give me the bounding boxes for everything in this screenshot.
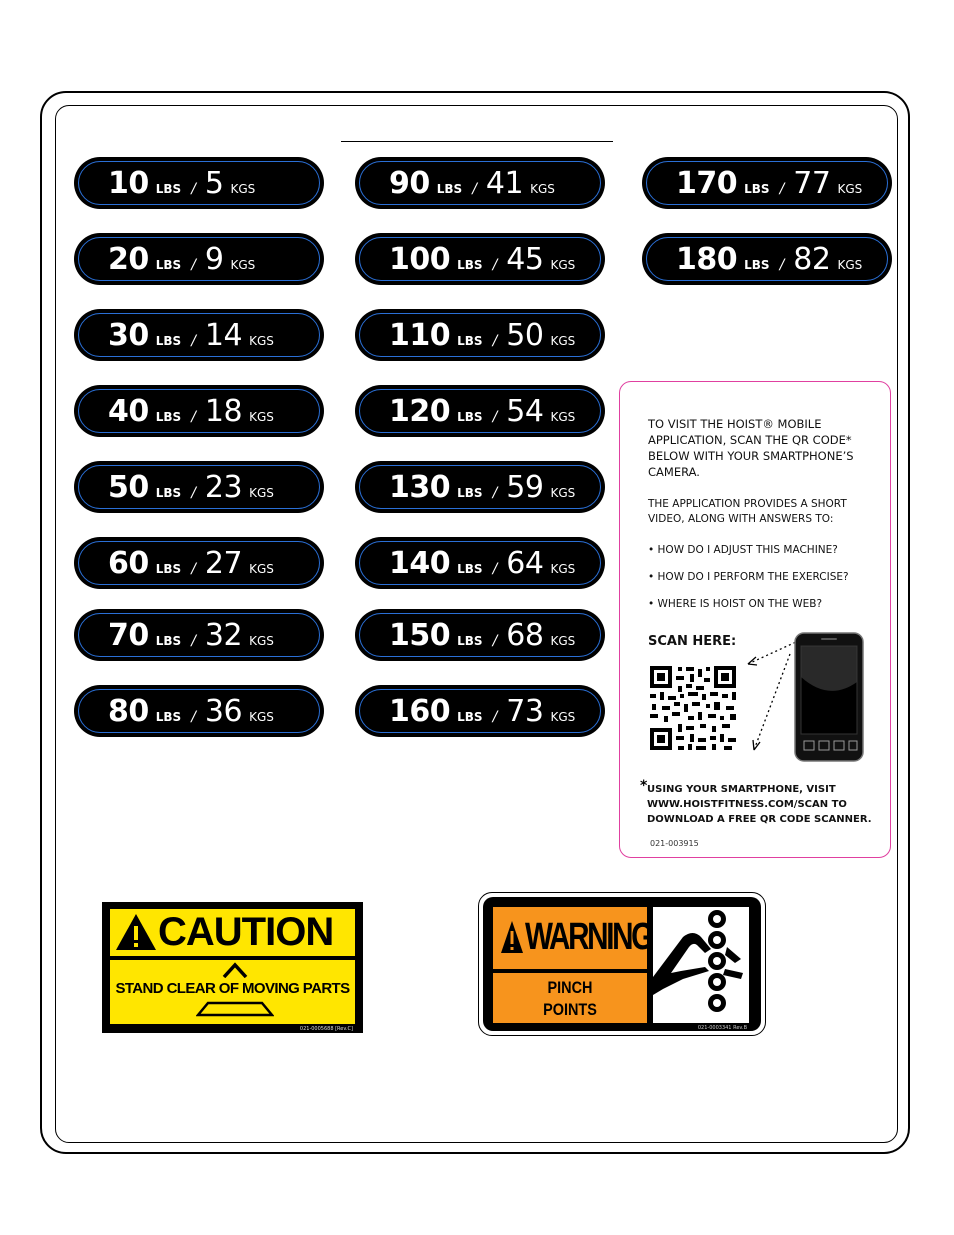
weight-lbs-value: 120 bbox=[389, 394, 451, 429]
weight-pill bbox=[355, 233, 605, 285]
weight-kgs-unit: KGS bbox=[249, 334, 274, 348]
weight-lbs-unit: LBS bbox=[457, 410, 483, 424]
weight-pill bbox=[642, 157, 892, 209]
qr-code-icon bbox=[648, 664, 738, 752]
weight-lbs-value: 60 bbox=[108, 546, 149, 581]
weight-pill bbox=[74, 537, 324, 589]
caution-body bbox=[110, 960, 355, 1024]
weight-kgs-value: 50 bbox=[506, 318, 544, 353]
weight-kgs-value: 41 bbox=[485, 166, 524, 201]
qr-intro-line: APPLICATION, SCAN THE QR CODE* bbox=[648, 433, 852, 447]
weight-lbs-unit: LBS bbox=[744, 182, 770, 196]
up-chevron-icon bbox=[222, 962, 248, 978]
weight-pill bbox=[355, 157, 605, 209]
weight-pill bbox=[355, 385, 605, 437]
weight-pill bbox=[355, 685, 605, 737]
warning-body bbox=[493, 973, 647, 1023]
weight-lbs-unit: LBS bbox=[457, 258, 483, 272]
weight-lbs-unit: LBS bbox=[155, 258, 182, 272]
weight-kgs-value: 68 bbox=[506, 618, 544, 653]
weight-kgs-unit: KGS bbox=[230, 258, 256, 272]
weight-pill bbox=[74, 609, 324, 661]
warning-triangle-icon bbox=[499, 919, 525, 955]
weight-lbs-unit: LBS bbox=[457, 334, 483, 348]
weight-lbs-unit: LBS bbox=[457, 634, 483, 648]
weight-separator: / bbox=[779, 181, 785, 197]
weight-pill bbox=[355, 461, 605, 513]
weight-kgs-unit: KGS bbox=[249, 634, 274, 648]
caution-label bbox=[102, 902, 363, 1033]
warning-message-line: PINCH bbox=[547, 978, 593, 997]
qr-provides-text bbox=[648, 497, 847, 527]
weight-kgs-unit: KGS bbox=[249, 410, 274, 424]
weight-separator: / bbox=[492, 333, 498, 349]
weight-kgs-value: 54 bbox=[506, 394, 544, 429]
weight-kgs-value: 9 bbox=[204, 242, 224, 277]
weight-kgs-unit: KGS bbox=[550, 258, 576, 272]
weight-lbs-value: 80 bbox=[108, 694, 149, 729]
weight-kgs-value: 36 bbox=[204, 694, 243, 729]
weight-lbs-unit: LBS bbox=[457, 486, 483, 500]
qr-question: • WHERE IS HOIST ON THE WEB? bbox=[648, 598, 823, 610]
weight-kgs-unit: KGS bbox=[249, 710, 274, 724]
weight-lbs-value: 110 bbox=[389, 318, 451, 353]
qr-info-card bbox=[619, 381, 891, 858]
weight-lbs-value: 90 bbox=[389, 166, 430, 201]
weight-lbs-unit: LBS bbox=[155, 634, 182, 648]
pinch-hand-icon bbox=[653, 907, 749, 1023]
weight-lbs-unit: LBS bbox=[457, 710, 483, 724]
weight-kgs-value: 73 bbox=[506, 694, 544, 729]
weight-kgs-unit: KGS bbox=[249, 562, 274, 576]
warning-inner bbox=[483, 897, 761, 1031]
qr-intro-line: TO VISIT THE HOIST® MOBILE bbox=[648, 417, 822, 431]
weight-kgs-value: 27 bbox=[204, 546, 243, 581]
warning-heading: WARNING bbox=[525, 916, 652, 958]
weight-lbs-value: 30 bbox=[108, 318, 149, 353]
scan-here-label: SCAN HERE: bbox=[648, 634, 737, 649]
weight-lbs-unit: LBS bbox=[155, 410, 182, 424]
weight-pill bbox=[74, 685, 324, 737]
weight-separator: / bbox=[191, 561, 196, 577]
title-underline bbox=[341, 141, 613, 142]
weight-kgs-unit: KGS bbox=[530, 182, 555, 196]
weight-pill bbox=[74, 309, 324, 361]
weight-pill bbox=[355, 309, 605, 361]
weight-kgs-unit: KGS bbox=[550, 562, 576, 576]
caution-header bbox=[110, 909, 355, 956]
weight-separator: / bbox=[492, 485, 498, 501]
qr-question: • HOW DO I ADJUST THIS MACHINE? bbox=[648, 544, 838, 556]
weight-pill bbox=[74, 461, 324, 513]
weight-separator: / bbox=[191, 257, 196, 273]
weight-kgs-unit: KGS bbox=[550, 410, 576, 424]
warning-header bbox=[493, 907, 652, 969]
qr-provides-line: THE APPLICATION PROVIDES A SHORT bbox=[648, 498, 847, 510]
weight-kgs-unit: KGS bbox=[550, 486, 576, 500]
weight-lbs-value: 10 bbox=[108, 166, 149, 201]
weight-lbs-unit: LBS bbox=[155, 710, 182, 724]
weight-pill bbox=[74, 385, 324, 437]
weight-kgs-value: 64 bbox=[506, 546, 544, 581]
weight-lbs-value: 140 bbox=[389, 546, 451, 581]
weight-kgs-value: 59 bbox=[506, 470, 544, 505]
weight-pill bbox=[74, 233, 324, 285]
weight-lbs-unit: LBS bbox=[155, 334, 182, 348]
warning-part-number: 021-0003341 Rev.B bbox=[697, 1025, 747, 1031]
weight-lbs-unit: LBS bbox=[155, 562, 182, 576]
warning-label bbox=[478, 892, 766, 1036]
weight-lbs-unit: LBS bbox=[155, 182, 182, 196]
warning-message bbox=[505, 977, 636, 1021]
weight-pill bbox=[355, 609, 605, 661]
weight-kgs-value: 23 bbox=[204, 470, 243, 505]
weight-lbs-value: 20 bbox=[108, 242, 149, 277]
qr-provides-line: VIDEO, ALONG WITH ANSWERS TO: bbox=[648, 513, 834, 525]
weight-separator: / bbox=[191, 485, 196, 501]
weight-kgs-value: 45 bbox=[506, 242, 544, 277]
weight-kgs-unit: KGS bbox=[550, 634, 576, 648]
weight-kgs-unit: KGS bbox=[230, 182, 256, 196]
weight-lbs-value: 70 bbox=[108, 618, 149, 653]
weight-kgs-value: 32 bbox=[204, 618, 243, 653]
weight-kgs-unit: KGS bbox=[249, 486, 274, 500]
weight-lbs-unit: LBS bbox=[436, 182, 463, 196]
weight-kgs-unit: KGS bbox=[837, 182, 863, 196]
base-bracket-icon bbox=[196, 1001, 274, 1017]
qr-question: • HOW DO I PERFORM THE EXERCISE? bbox=[648, 571, 849, 583]
weight-separator: / bbox=[191, 333, 196, 349]
weight-lbs-unit: LBS bbox=[744, 258, 770, 272]
weight-kgs-value: 18 bbox=[204, 394, 243, 429]
weight-separator: / bbox=[472, 181, 477, 197]
caution-triangle-icon bbox=[114, 912, 158, 952]
weight-separator: / bbox=[191, 409, 196, 425]
weight-lbs-value: 170 bbox=[676, 166, 738, 201]
qr-footnote-line: USING YOUR SMARTPHONE, VISIT bbox=[647, 784, 836, 795]
weight-lbs-value: 100 bbox=[389, 242, 451, 277]
qr-footnote bbox=[647, 782, 872, 827]
weight-separator: / bbox=[191, 709, 196, 725]
caution-part-number: 021-0005688 [Rev.C] bbox=[299, 1026, 353, 1032]
weight-pill bbox=[355, 537, 605, 589]
weight-lbs-value: 150 bbox=[389, 618, 451, 653]
qr-intro-line: CAMERA. bbox=[648, 465, 700, 479]
weight-lbs-unit: LBS bbox=[457, 562, 483, 576]
qr-footnote-line: DOWNLOAD A FREE QR CODE SCANNER. bbox=[647, 814, 872, 825]
weight-lbs-value: 180 bbox=[676, 242, 738, 277]
weight-lbs-value: 40 bbox=[108, 394, 149, 429]
weight-lbs-value: 160 bbox=[389, 694, 451, 729]
weight-kgs-unit: KGS bbox=[550, 710, 576, 724]
weight-separator: / bbox=[492, 409, 498, 425]
caution-message: STAND CLEAR OF MOVING PARTS bbox=[115, 980, 350, 997]
weight-separator: / bbox=[191, 633, 196, 649]
weight-separator: / bbox=[492, 633, 498, 649]
weight-kgs-value: 77 bbox=[793, 166, 831, 201]
qr-intro-text bbox=[648, 416, 854, 480]
qr-part-number: 021-003915 bbox=[650, 839, 699, 848]
weight-kgs-unit: KGS bbox=[837, 258, 863, 272]
weight-kgs-value: 82 bbox=[793, 242, 831, 277]
dotted-arrows-icon bbox=[742, 634, 802, 754]
weight-kgs-value: 5 bbox=[204, 166, 224, 201]
weight-separator: / bbox=[492, 709, 498, 725]
weight-lbs-unit: LBS bbox=[155, 486, 182, 500]
qr-intro-line: BELOW WITH YOUR SMARTPHONE’S bbox=[648, 449, 854, 463]
weight-pill bbox=[74, 157, 324, 209]
weight-lbs-value: 50 bbox=[108, 470, 149, 505]
warning-message-line: POINTS bbox=[543, 1000, 597, 1019]
weight-pill bbox=[642, 233, 892, 285]
weight-separator: / bbox=[492, 257, 498, 273]
weight-separator: / bbox=[191, 181, 196, 197]
pinch-pictogram bbox=[653, 907, 749, 1023]
weight-separator: / bbox=[779, 257, 785, 273]
weight-separator: / bbox=[492, 561, 498, 577]
footnote-asterisk: * bbox=[640, 778, 648, 794]
smartphone-icon bbox=[794, 632, 864, 762]
caution-heading: CAUTION bbox=[158, 910, 334, 954]
weight-kgs-value: 14 bbox=[204, 318, 243, 353]
qr-footnote-line: WWW.HOISTFITNESS.COM/SCAN TO bbox=[647, 799, 847, 810]
weight-lbs-value: 130 bbox=[389, 470, 451, 505]
weight-kgs-unit: KGS bbox=[550, 334, 576, 348]
